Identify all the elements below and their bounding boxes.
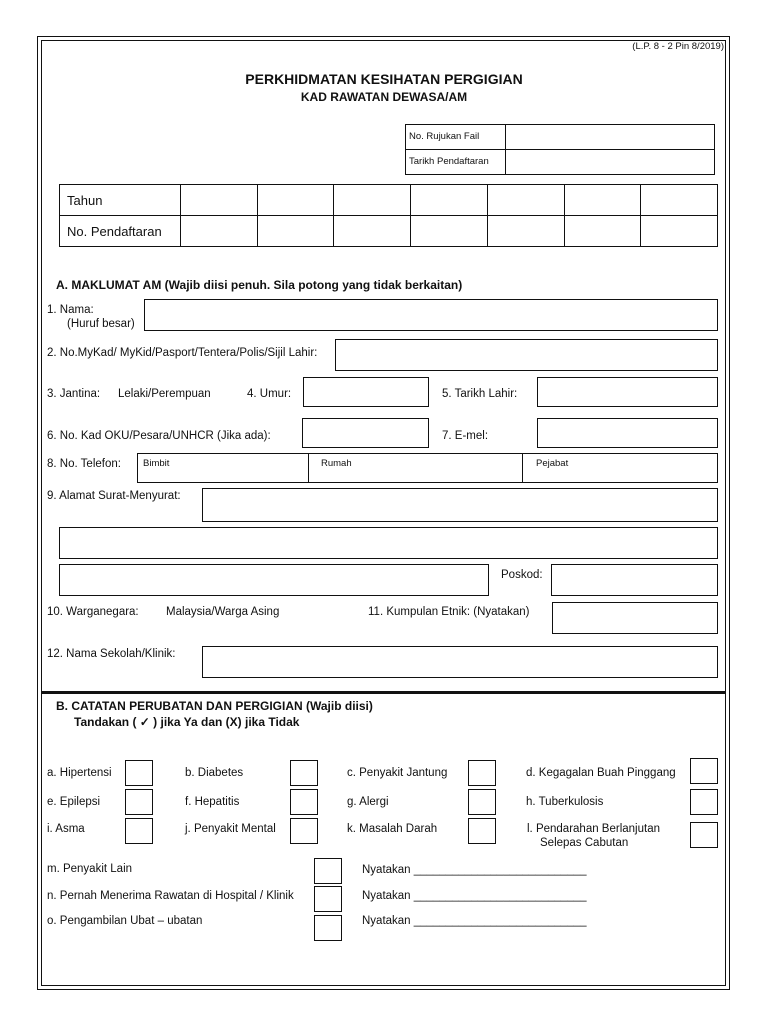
year-cell[interactable] (564, 185, 641, 216)
phone-label: 8. No. Telefon: (47, 458, 121, 470)
condition-epilepsy: e. Epilepsi (47, 796, 101, 808)
condition-tuberculosis: h. Tuberkulosis (526, 796, 604, 808)
checkbox-kidney-failure[interactable] (690, 758, 718, 784)
checkbox-blood-disorder[interactable] (468, 818, 496, 844)
id-label: 2. No.MyKad/ MyKid/Pasport/Tentera/Polis/Sijil Lahir: (47, 347, 318, 359)
checkbox-other-disease[interactable] (314, 858, 342, 884)
other-disease-specify[interactable]: Nyatakan ___________________________ (362, 864, 587, 876)
age-input[interactable] (303, 377, 429, 407)
regno-cell[interactable] (641, 216, 718, 247)
form-code: (L.P. 8 - 2 Pin 8/2019) (632, 41, 724, 52)
condition-hepatitis: f. Hepatitis (185, 796, 240, 808)
condition-blood-disorder: k. Masalah Darah (347, 823, 438, 835)
section-divider (41, 691, 726, 694)
file-ref-vline (505, 124, 506, 175)
form-subtitle: KAD RAWATAN DEWASA/AM (300, 90, 468, 104)
address-line-1[interactable] (202, 488, 718, 522)
checkbox-prolonged-bleeding[interactable] (690, 822, 718, 848)
phone-divider (522, 453, 523, 483)
phone-office-label[interactable]: Pejabat (536, 458, 569, 469)
condition-prolonged-bleeding-cont: Selepas Cabutan (540, 837, 629, 849)
id-input[interactable] (335, 339, 718, 371)
email-input[interactable] (537, 418, 718, 448)
checkbox-mental-illness[interactable] (290, 818, 318, 844)
citizen-label: 10. Warganegara: (47, 606, 139, 618)
checkbox-medication[interactable] (314, 915, 342, 941)
address-label: 9. Alamat Surat-Menyurat: (47, 490, 181, 502)
phone-divider (308, 453, 309, 483)
checkbox-hospital-treatment[interactable] (314, 886, 342, 912)
gender-options[interactable]: Lelaki/Perempuan (118, 388, 211, 400)
gender-label: 3. Jantina: (47, 388, 101, 400)
dob-input[interactable] (537, 377, 718, 407)
address-line-3[interactable] (59, 564, 489, 596)
file-ref-label: No. Rujukan Fail (409, 131, 480, 142)
email-label: 7. E-mel: (442, 430, 489, 442)
condition-mental-illness: j. Penyakit Mental (185, 823, 276, 835)
year-label: Tahun (60, 185, 181, 216)
section-b-heading: B. CATATAN PERUBATAN DAN PERGIGIAN (Wajib diisi) (56, 699, 373, 713)
reg-date-label: Tarikh Pendaftaran (409, 156, 489, 167)
regno-cell[interactable] (411, 216, 488, 247)
postcode-label: Poskod: (501, 569, 543, 581)
condition-heart-disease: c. Penyakit Jantung (347, 767, 448, 779)
registration-table (59, 184, 718, 247)
file-ref-input[interactable] (507, 126, 713, 148)
section-a-heading: A. MAKLUMAT AM (Wajib diisi penuh. Sila potong yang tidak berkaitan) (56, 278, 463, 292)
school-input[interactable] (202, 646, 718, 678)
checkbox-hypertension[interactable] (125, 760, 153, 786)
condition-hypertension: a. Hipertensi (47, 767, 112, 779)
condition-diabetes: b. Diabetes (185, 767, 244, 779)
name-input[interactable] (144, 299, 718, 331)
checkbox-epilepsy[interactable] (125, 789, 153, 815)
postcode-input[interactable] (551, 564, 718, 596)
age-label: 4. Umur: (247, 388, 292, 400)
regno-cell[interactable] (334, 216, 411, 247)
hospital-treatment-label: n. Pernah Menerima Rawatan di Hospital / Klinik (47, 890, 294, 902)
regno-cell[interactable] (181, 216, 258, 247)
reg-date-input[interactable] (507, 151, 713, 173)
checkbox-allergy[interactable] (468, 789, 496, 815)
phone-box (137, 453, 718, 483)
form-title: PERKHIDMATAN KESIHATAN PERGIGIAN (245, 71, 523, 87)
year-cell[interactable] (334, 185, 411, 216)
year-cell[interactable] (411, 185, 488, 216)
regno-label: No. Pendaftaran (60, 216, 181, 247)
address-line-2[interactable] (59, 527, 718, 559)
checkbox-diabetes[interactable] (290, 760, 318, 786)
regno-cell[interactable] (564, 216, 641, 247)
year-cell[interactable] (257, 185, 334, 216)
condition-allergy: g. Alergi (347, 796, 389, 808)
year-cell[interactable] (181, 185, 258, 216)
other-disease-label: m. Penyakit Lain (47, 863, 133, 875)
checkbox-tuberculosis[interactable] (690, 789, 718, 815)
section-b-instruction: Tandakan ( ✓ ) jika Ya dan (X) jika Tidak (74, 715, 300, 729)
citizen-options[interactable]: Malaysia/Warga Asing (166, 606, 280, 618)
oku-input[interactable] (302, 418, 429, 448)
condition-prolonged-bleeding: l. Pendarahan Berlanjutan (527, 823, 660, 835)
dob-label: 5. Tarikh Lahir: (442, 388, 518, 400)
file-ref-hline (405, 149, 715, 150)
school-label: 12. Nama Sekolah/Klinik: (47, 648, 176, 660)
phone-home-label[interactable]: Rumah (321, 458, 352, 469)
phone-mobile-label[interactable]: Bimbit (143, 458, 170, 469)
hospital-treatment-specify[interactable]: Nyatakan ___________________________ (362, 890, 587, 902)
condition-kidney-failure: d. Kegagalan Buah Pinggang (526, 767, 676, 779)
medication-label: o. Pengambilan Ubat – ubatan (47, 915, 203, 927)
name-hint: (Huruf besar) (67, 318, 135, 330)
checkbox-hepatitis[interactable] (290, 789, 318, 815)
medication-specify[interactable]: Nyatakan ___________________________ (362, 915, 587, 927)
ethnic-input[interactable] (552, 602, 718, 634)
oku-label: 6. No. Kad OKU/Pesara/UNHCR (Jika ada): (47, 430, 271, 442)
ethnic-label: 11. Kumpulan Etnik: (Nyatakan) (368, 606, 530, 618)
year-cell[interactable] (487, 185, 564, 216)
checkbox-asthma[interactable] (125, 818, 153, 844)
name-label: 1. Nama: (47, 304, 94, 316)
regno-cell[interactable] (487, 216, 564, 247)
regno-cell[interactable] (257, 216, 334, 247)
condition-asthma: i. Asma (47, 823, 85, 835)
checkbox-heart-disease[interactable] (468, 760, 496, 786)
year-cell[interactable] (641, 185, 718, 216)
